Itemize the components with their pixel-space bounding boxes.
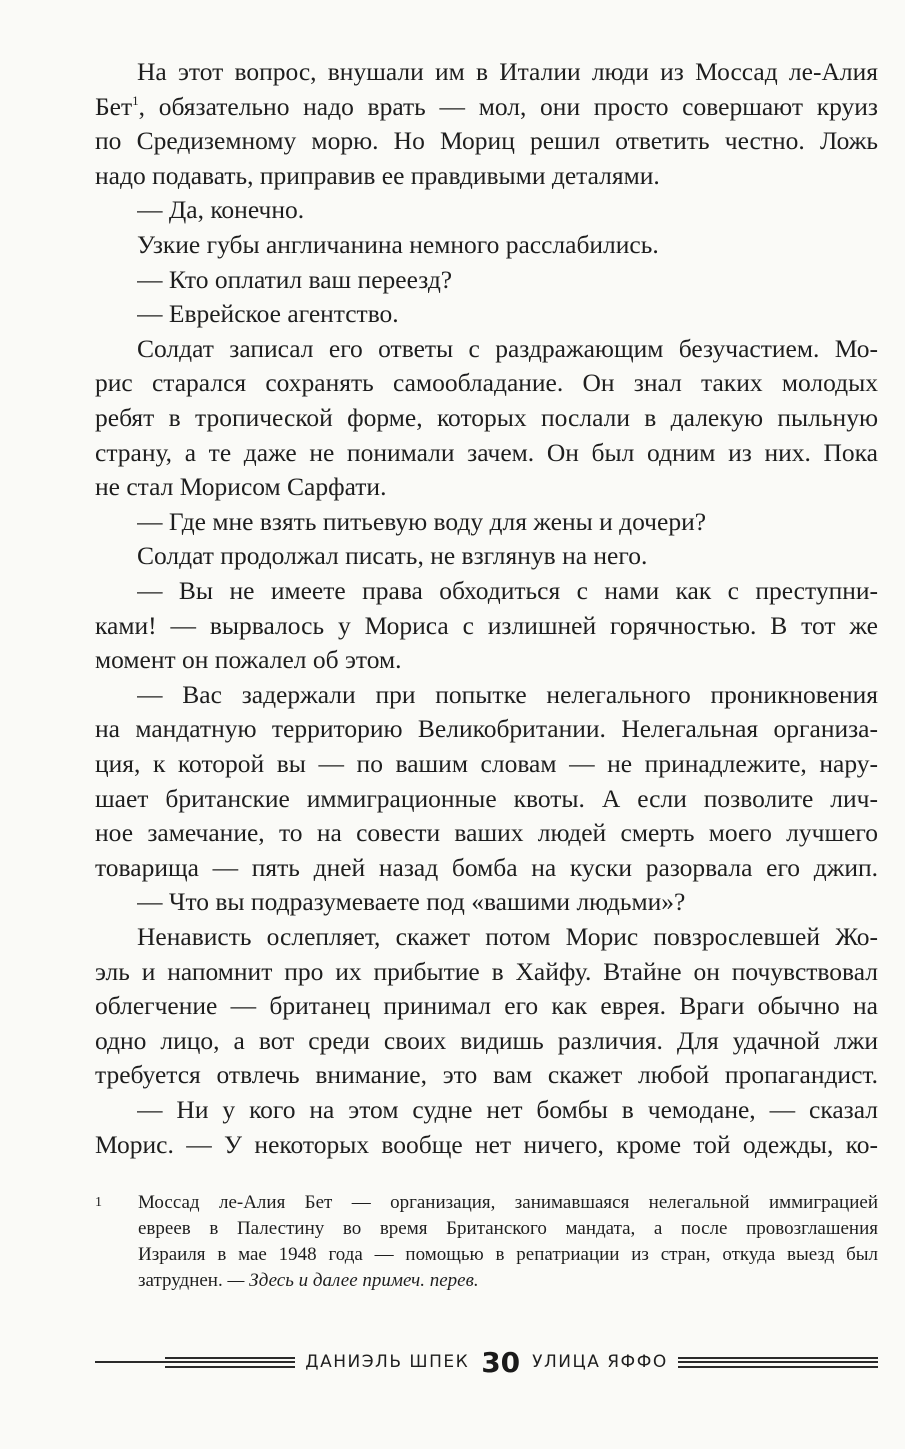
footer-rule-left: [95, 1357, 295, 1368]
footnote-reference: 1: [132, 92, 139, 108]
footnote-text: затруднен.: [138, 1270, 228, 1291]
footnote-line: Израиля в мае 1948 года — помощью в репатриации из стран, откуда выезд был: [138, 1244, 878, 1265]
text-fragment: , обязательно надо врать — мол, они просто совершают круиз: [138, 91, 878, 121]
text-line: облегчение — британец принимал его как еврея. Враги обычно на: [95, 991, 878, 1021]
text-line: ребят в тропической форме, которых послали в далекую пыльную: [95, 403, 878, 432]
text-line: ция, к которой вы — по вашим словам — не принадлежите, нару-: [95, 749, 878, 778]
text-line: Солдат записал его ответы с раздражающим безучастием. Мо-: [137, 333, 878, 363]
text-line: страну, а те даже не понимали зачем. Он был одним из них. Пока: [95, 437, 878, 467]
text-line: Узкие губы англичанина немного расслабились.: [137, 230, 659, 259]
text-line: — Вы не имеете права обходиться с нами как с преступни-: [137, 576, 878, 605]
running-footer: [95, 1344, 878, 1380]
text-line: — Да, конечно.: [137, 195, 305, 225]
text-line: товарища — пять дней назад бомба на куски разорвала его джип.: [95, 852, 878, 882]
text-line: ками! — вырвалось у Мориса с излишней горячностью. В тот же: [95, 610, 878, 640]
text-line: не стал Морисом Сарфати.: [95, 472, 387, 502]
text-line: рис старался сохранять самообладание. Он знал таких молодых: [95, 368, 878, 398]
text-line: шает британские иммиграционные квоты. А если позволите лич-: [95, 783, 878, 813]
text-line: Солдат продолжал писать, не взглянув на него.: [137, 541, 648, 571]
text-line: ное замечание, то на совести ваших людей смерть моего лучшего: [95, 818, 878, 848]
page-number: 30: [481, 1345, 521, 1379]
translator-note: — Здесь и далее примеч. перев.: [227, 1270, 479, 1291]
text-fragment: Бет: [95, 91, 133, 121]
footer-author: ДАНИЭЛЬ ШПЕК: [305, 1352, 470, 1372]
text-line: На этот вопрос, внушали им в Италии люди из Моссад ле-Алия: [137, 57, 878, 86]
text-line: [95, 90, 878, 124]
text-line: эль и напомнит про их прибытие в Хайфу. Втайне он почувствовал: [95, 956, 878, 986]
text-line: надо подавать, приправив ее правдивыми деталями.: [95, 160, 660, 190]
text-line: — Что вы подразумеваете под «вашими людьми»?: [137, 887, 686, 917]
text-line: на мандатную территорию Великобритании. Нелегальная организа-: [95, 714, 878, 744]
text-line: Морис. — У некоторых вообще нет ничего, кроме той одежды, ко-: [95, 1129, 878, 1159]
text-line: — Еврейское агентство.: [137, 299, 399, 329]
footer-book-title: УЛИЦА ЯФФО: [532, 1352, 668, 1372]
text-line: по Средиземному морю. Но Мориц решил ответить честно. Ложь: [95, 126, 878, 156]
text-line: Ненависть ослепляет, скажет потом Морис повзрослевшей Жо-: [137, 922, 878, 951]
text-line: — Кто оплатил ваш переезд?: [137, 264, 453, 294]
footnote-marker: 1: [95, 1195, 102, 1210]
text-line: момент он пожалел об этом.: [95, 645, 402, 675]
footnote-line: евреев в Палестину во время Британского мандата, а после провозглашения: [138, 1218, 878, 1239]
text-line: одно лицо, а вот среди своих видишь различия. Для удачной лжи: [95, 1025, 878, 1055]
text-line: — Ни у кого на этом судне нет бомбы в чемодане, — сказал: [137, 1095, 878, 1124]
text-line: требуется отвлечь внимание, это вам скажет любой пропагандист.: [95, 1060, 878, 1090]
footnote-line: Моссад ле-Алия Бет — организация, занимавшаяся нелегальной иммиграцией: [138, 1192, 878, 1213]
footnote-line: [138, 1268, 878, 1294]
footer-rule-right: [678, 1357, 878, 1368]
text-line: — Где мне взять питьевую воду для жены и дочери?: [137, 506, 707, 536]
text-line: — Вас задержали при попытке нелегального проникновения: [137, 679, 878, 709]
